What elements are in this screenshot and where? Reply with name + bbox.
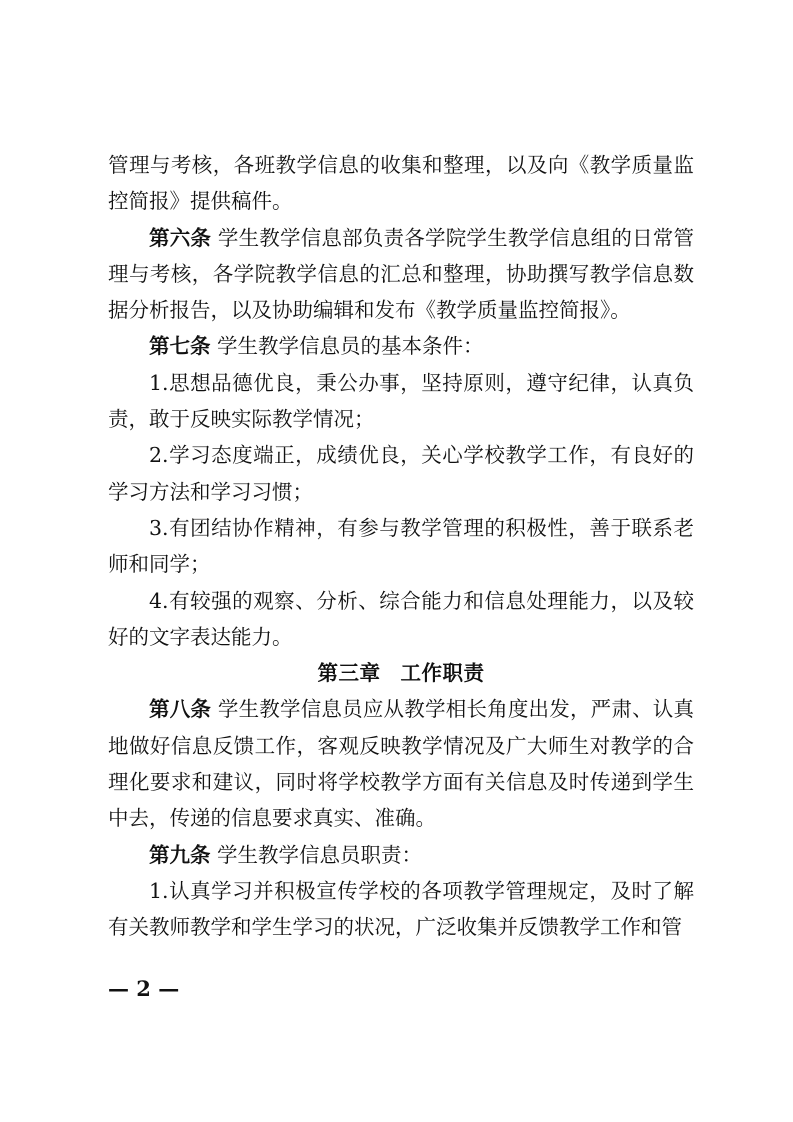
- article-8: [108, 691, 694, 836]
- article-7-title: 第七条: [149, 334, 211, 359]
- article-6-title: 第六条: [149, 225, 212, 250]
- article-8-text: 学生教学信息员应从教学相长角度出发，严肃、认真地做好信息反馈工作，客观反映教学情况及广大师生对教学的合理化要求和建议，同时将学校教学方面有关信息及时传递到学生中去，传递的信息要求真实、准确。: [108, 697, 695, 831]
- article-9-item-1: 1.认真学习并积极宣传学校的各项教学管理规定，及时了解有关教师教学和学生学习的状况，广泛收集并反馈教学工作和管: [108, 878, 694, 940]
- article-8-title: 第八条: [149, 697, 212, 722]
- article-6: [108, 220, 694, 329]
- chapter-title: 工作职责: [400, 661, 485, 686]
- article-9-text: 学生教学信息员职责：: [217, 842, 423, 867]
- chapter-number: 第三章: [317, 661, 381, 686]
- article-7-item-1: 1.思想品德优良，秉公办事，坚持原则，遵守纪律，认真负责，敢于反映实际教学情况；: [108, 370, 694, 432]
- article-7-text: 学生教学信息员的基本条件：: [217, 334, 484, 359]
- article-7: [108, 328, 694, 364]
- article-9: [108, 837, 694, 873]
- article-7-item-2: 2.学习态度端正，成绩优良，关心学校教学工作，有良好的学习方法和学习习惯；: [108, 443, 694, 504]
- article-9-title: 第九条: [149, 842, 211, 867]
- article-6-text: 学生教学信息部负责各学院学生教学信息组的日常管理与考核，各学院教学信息的汇总和整理，协助撰写教学信息数据分析报告，以及协助编辑和发布《教学质量监控简报》。: [108, 225, 695, 323]
- page-number: — 2 —: [108, 976, 180, 1001]
- chapter-heading: [108, 655, 694, 691]
- article-7-item-4: 4.有较强的观察、分析、综合能力和信息处理能力，以及较好的文字表达能力。: [108, 588, 694, 649]
- article-7-item-3: 3.有团结协作精神，有参与教学管理的积极性，善于联系老师和同学；: [108, 515, 694, 577]
- paragraph-continuation: 管理与考核，各班教学信息的收集和整理，以及向《教学质量监控简报》提供稿件。: [108, 153, 694, 214]
- document-body: [108, 147, 694, 946]
